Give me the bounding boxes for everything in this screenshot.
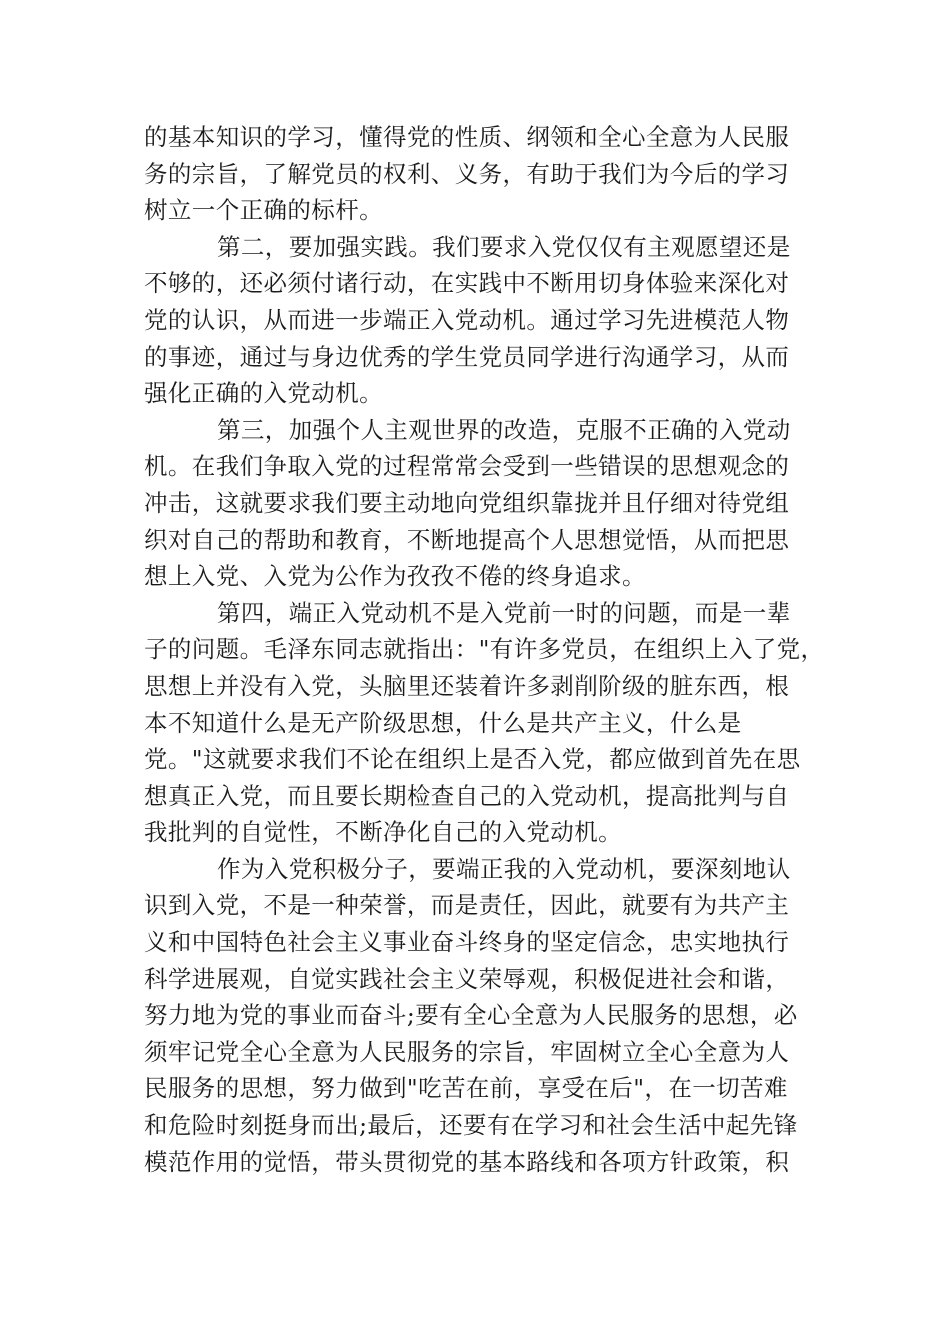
text-line: 本不知道什么是无产阶级思想，什么是共产主义，什么是	[144, 708, 742, 737]
text-line: 思想上并没有入党，头脑里还装着许多剥削阶级的脏东西，根	[144, 671, 790, 700]
paragraph-first-line: 第二，要加强实践。我们要求入党仅仅有主观愿望还是	[217, 232, 791, 261]
text-line: 想上入党、入党为公作为孜孜不倦的终身追求。	[144, 562, 646, 591]
paragraph-first-line: 第三，加强个人主观世界的改造，克服不正确的入党动	[217, 415, 791, 444]
text-line: 努力地为党的事业而奋斗;要有全心全意为人民服务的思想，必	[144, 1001, 798, 1030]
text-line: 党。"这就要求我们不论在组织上是否入党，都应做到首先在思	[144, 745, 801, 774]
text-line: 冲击，这就要求我们要主动地向党组织靠拢并且仔细对待党组	[144, 488, 790, 517]
text-line: 模范作用的觉悟，带头贯彻党的基本路线和各项方针政策，积	[144, 1147, 790, 1176]
text-line: 不够的，还必须付诸行动，在实践中不断用切身体验来深化对	[144, 269, 790, 298]
document-body	[144, 119, 824, 1180]
text-line: 强化正确的入党动机。	[144, 379, 383, 408]
text-line: 科学进展观，自觉实践社会主义荣辱观，积极促进社会和谐，	[144, 964, 790, 993]
text-line: 的事迹，通过与身边优秀的学生党员同学进行沟通学习，从而	[144, 342, 790, 371]
text-line: 想真正入党，而且要长期检查自己的入党动机，提高批判与自	[144, 781, 790, 810]
text-line: 我批判的自觉性，不断净化自己的入党动机。	[144, 818, 622, 847]
text-line: 子的问题。毛泽东同志就指出："有许多党员，在组织上入了党，	[144, 635, 825, 664]
text-line: 务的宗旨，了解党员的权利、义务，有助于我们为今后的学习	[144, 159, 790, 188]
text-line: 识到入党，不是一种荣誉，而是责任，因此，就要有为共产主	[144, 891, 790, 920]
text-line: 和危险时刻挺身而出;最后，还要有在学习和社会生活中起先锋	[144, 1111, 798, 1140]
text-line: 的基本知识的学习，懂得党的性质、纲领和全心全意为人民服	[144, 123, 790, 151]
text-line: 民服务的思想，努力做到"吃苦在前，享受在后"，在一切苦难	[144, 1074, 788, 1103]
text-line: 树立一个正确的标杆。	[144, 196, 383, 225]
paragraph-first-line: 作为入党积极分子，要端正我的入党动机，要深刻地认	[217, 854, 791, 883]
paragraph-first-line: 第四，端正入党动机不是入党前一时的问题，而是一辈	[217, 598, 791, 627]
text-line: 义和中国特色社会主义事业奋斗终身的坚定信念，忠实地执行	[144, 928, 790, 957]
text-line: 织对自己的帮助和教育，不断地提高个人思想觉悟，从而把思	[144, 525, 790, 554]
text-line: 机。在我们争取入党的过程常常会受到一些错误的思想观念的	[144, 452, 790, 481]
text-line: 党的认识，从而进一步端正入党动机。通过学习先进模范人物	[144, 305, 790, 334]
text-line: 须牢记党全心全意为人民服务的宗旨，牢固树立全心全意为人	[144, 1037, 790, 1066]
